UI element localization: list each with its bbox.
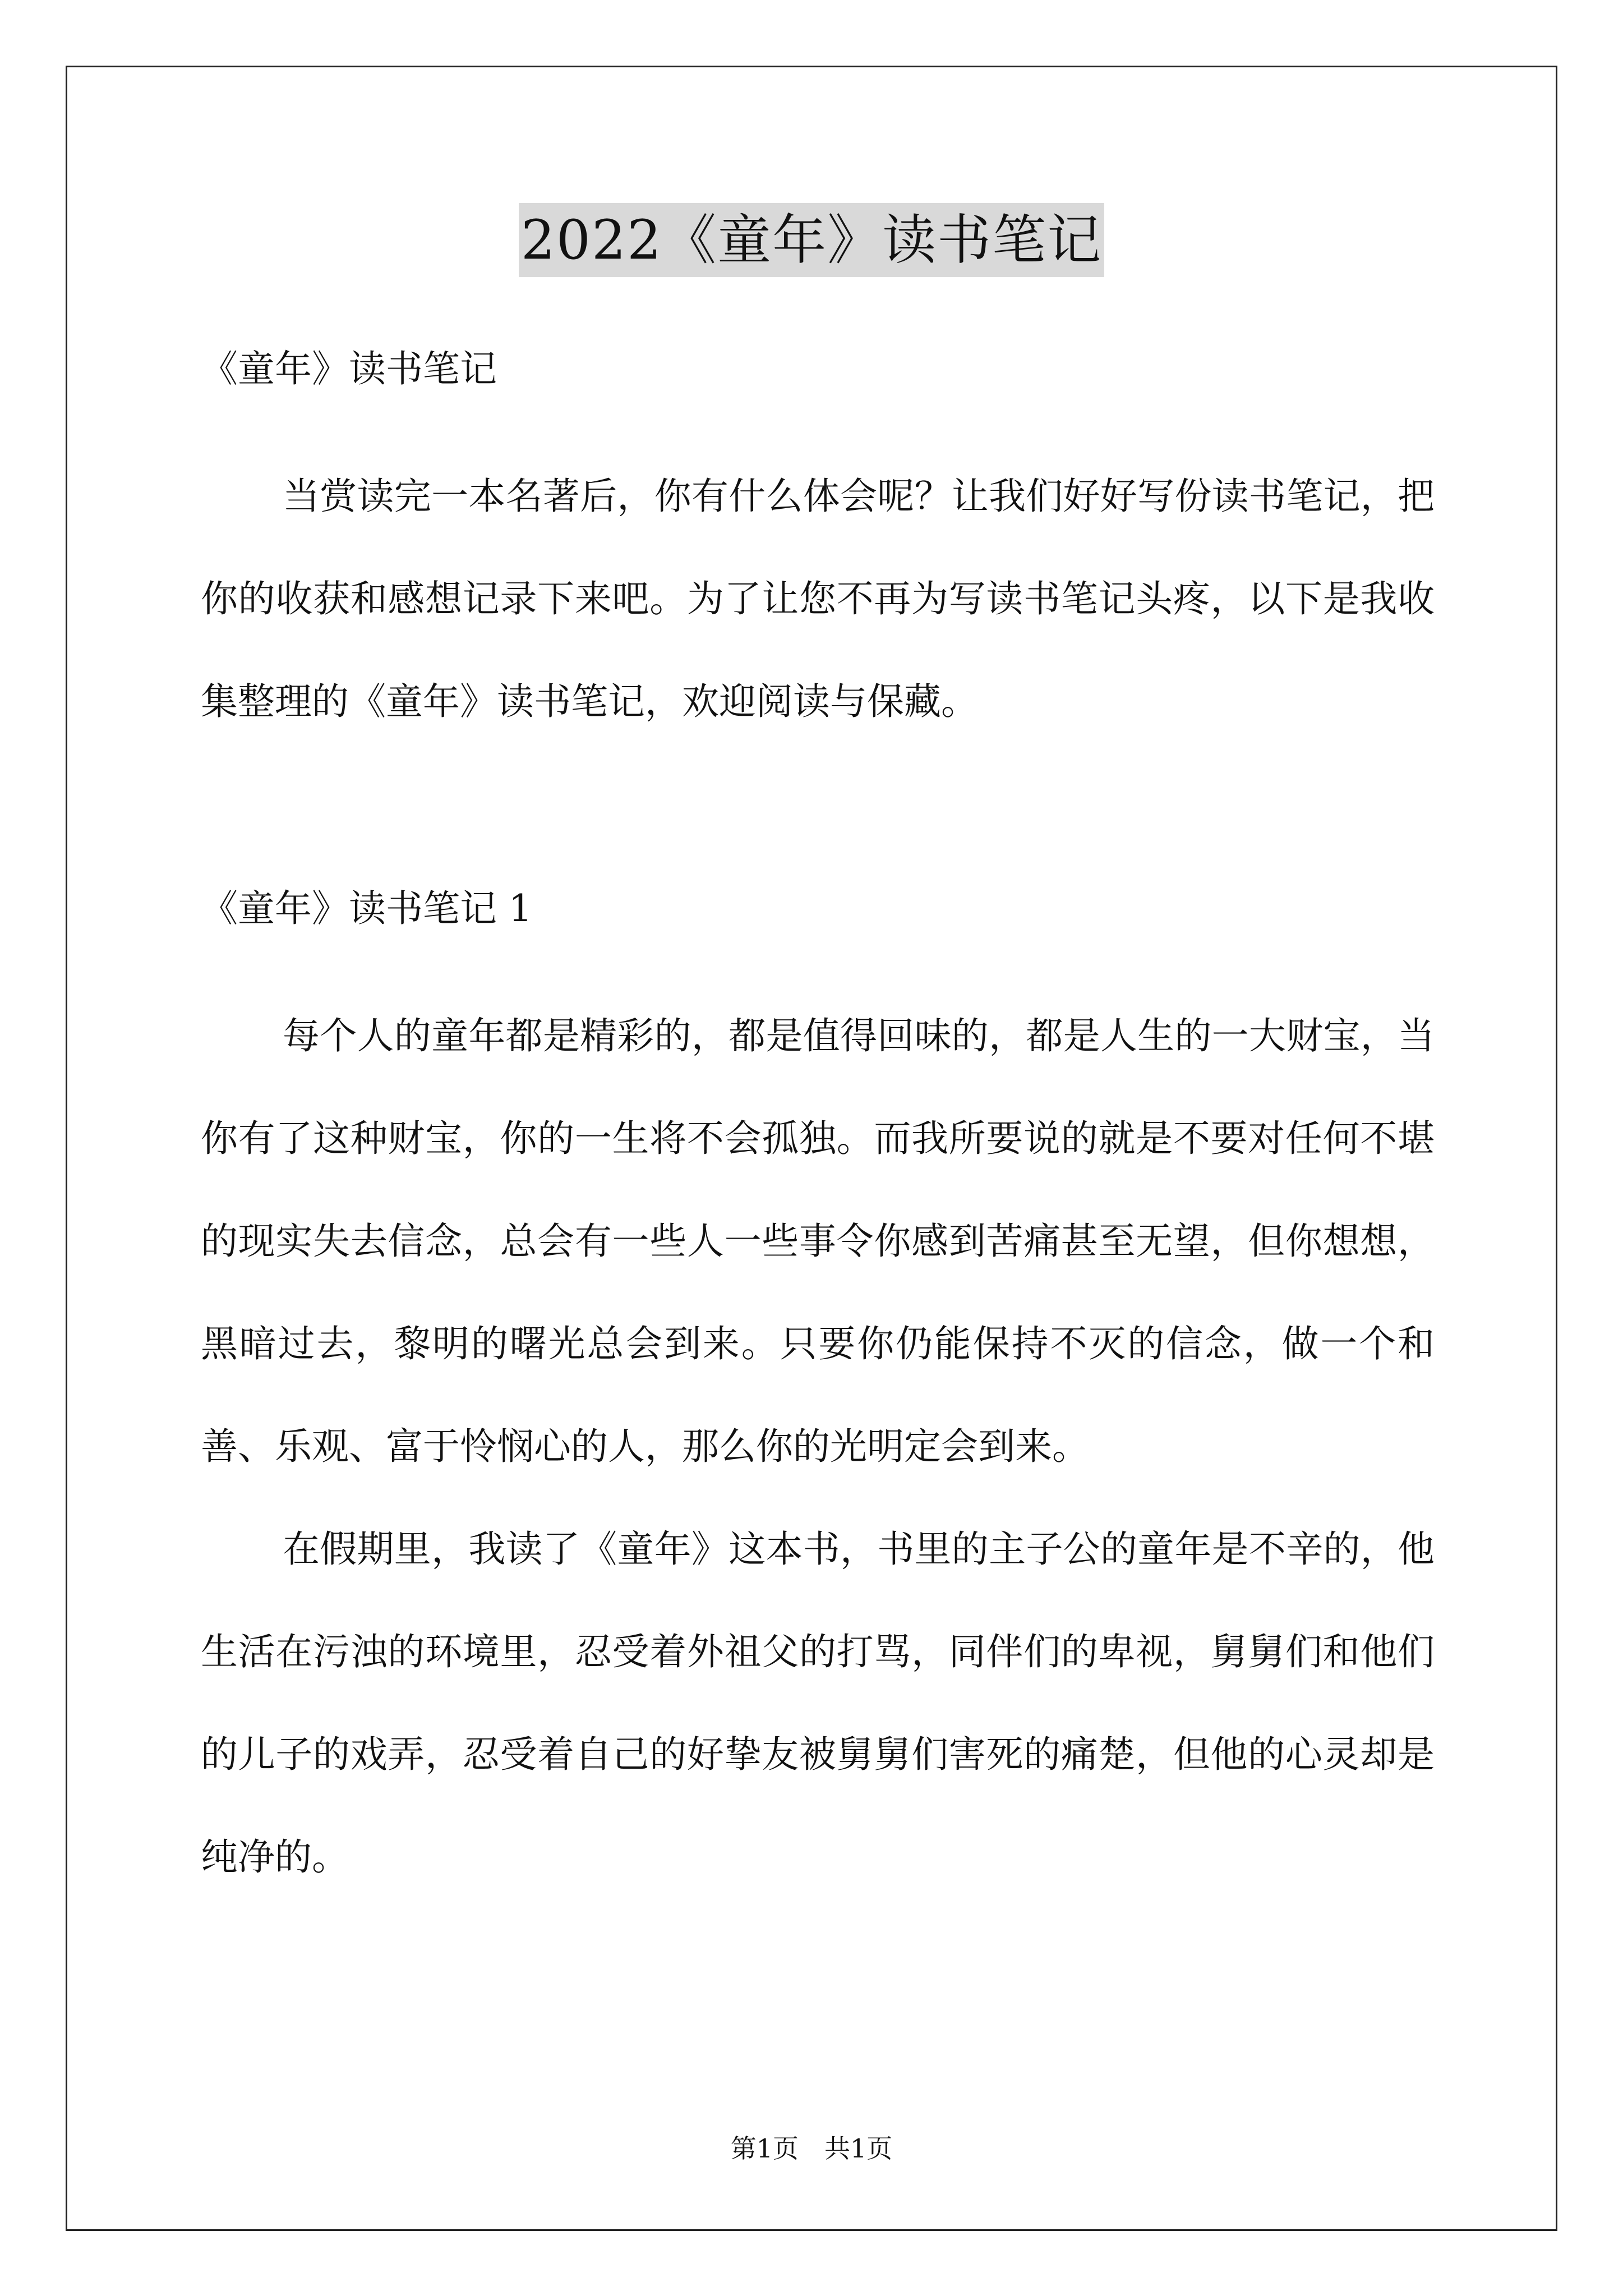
page-footer: 第1页 共1页 (730, 2133, 893, 2164)
section1-heading: 《童年》读书笔记 1 (201, 887, 532, 930)
title-container (0, 203, 1623, 277)
section1-paragraph-1: 每个人的童年都是精彩的，都是值得回味的，都是人生的一大财宝，当你有了这种财宝，你的一生将不会孤独。而我所要说的就是不要对任何不堪的现实失去信念，总会有一些人一些事令你感到苦痛甚至无望，但你想想，黑暗过去，黎明的曙光总会到来。只要你仍能保持不灭的信念，做一个和善、乐观、富于怜悯心的人，那么你的光明定会到来。 (201, 1014, 1435, 1468)
spacer (201, 753, 1435, 882)
intro-paragraph: 当赏读完一本名著后，你有什么体会呢？让我们好好写份读书笔记，把你的收获和感想记录下来吧。为了让您不再为写读书笔记头疼，以下是我收集整理的《童年》读书笔记，欢迎阅读与保藏。 (201, 475, 1435, 723)
intro-heading: 《童年》读书笔记 (201, 347, 497, 390)
spacer (201, 936, 1435, 984)
spacer (201, 396, 1435, 445)
document-title: 2022《童年》读书笔记 (519, 203, 1104, 277)
document-body (201, 342, 1435, 1908)
section1-paragraph-2: 在假期里，我读了《童年》这本书，书里的主子公的童年是不辛的，他生活在污浊的环境里，忍受着外祖父的打骂，同伴们的卑视，舅舅们和他们的儿子的戏弄，忍受着自己的好挚友被舅舅们害死的痛楚，但他的心灵却是纯净的。 (201, 1527, 1435, 1879)
